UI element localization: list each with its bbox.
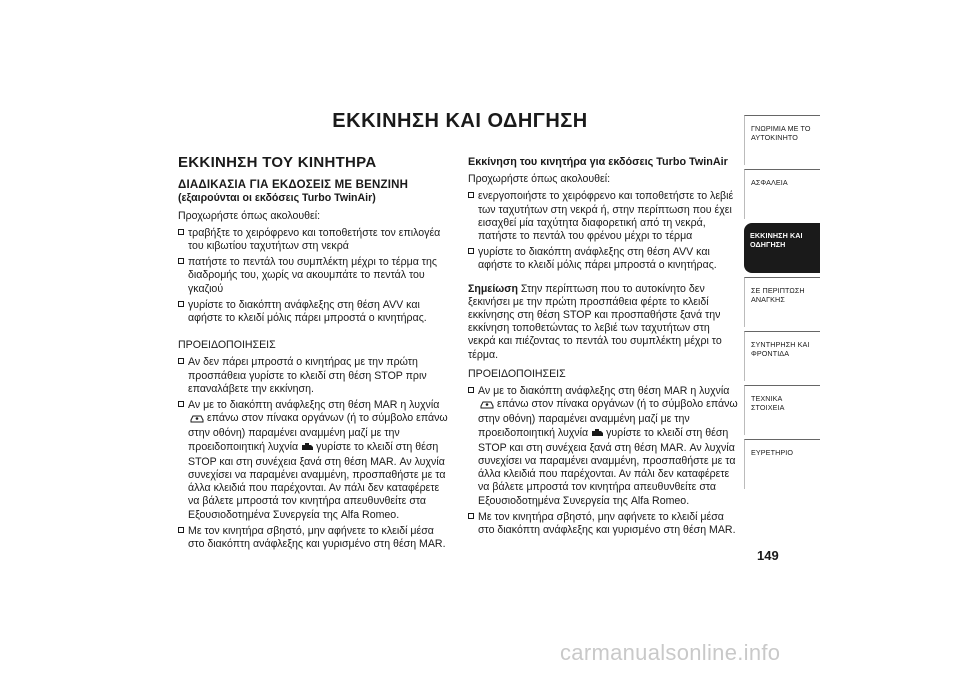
- checkbox-bullet-icon: [178, 301, 184, 307]
- right-intro: Προχωρήστε όπως ακολουθεί:: [468, 173, 611, 186]
- right-warnings-list: [468, 385, 740, 537]
- checkbox-bullet-icon: [468, 387, 474, 393]
- tab-emergency[interactable]: ΣΕ ΠΕΡΙΠΤΩΣΗ ΑΝΑΓΚΗΣ: [744, 277, 820, 327]
- list-item: Αν με το διακόπτη ανάφλεξης στη θέση MAR η λυχνίαεπάνω στον πίνακα οργάνων (ή το σύμβολο επάνω στην οθόνη) παραμένει αναμμένη μαζί με την προειδοποιητική λυχνία γυρίστε το κλειδί στη θέση STOP και στη συνέχεια ξανά στη θέση MAR. Αν λυχνία συνεχίσει να παραμένει αναμμένη, προσπαθήστε με τα άλλα κλειδιά που παρέχονται. Αν πάλι δεν καταφέρετε να βάλετε μπροστά τον κινητήρα απευθυνθείτε στα Εξουσιοδοτημένα Συνεργεία της Alfa Romeo.: [468, 385, 740, 508]
- checkbox-bullet-icon: [178, 401, 184, 407]
- list-item: Αν με το διακόπτη ανάφλεξης στη θέση MAR η λυχνίαεπάνω στον πίνακα οργάνων (ή το σύμβολο επάνω στην οθόνη) παραμένει αναμμένη μαζί με την προειδοποιητική λυχνία γυρίστε το κλειδί στη θέση STOP και στη συνέχεια ξανά στη θέση MAR. Αν λυχνία συνεχίσει να παραμένει αναμμένη, προσπαθήστε με τα άλλα κλειδιά που παρέχονται. Αν πάλι δεν καταφέρετε να βάλετε μπροστά τον κινητήρα απευθυνθείτε στα Εξουσιοδοτημένα Συνεργεία της Alfa Romeo.: [178, 399, 448, 522]
- checkbox-bullet-icon: [178, 527, 184, 533]
- note-paragraph: Σημείωση Στην περίπτωση που το αυτοκίνητο δεν ξεκινήσει με την πρώτη προσπάθεια φέρτε το κλειδί εκκίνησης στη θέση STOP και προσπαθήστε ξανά την εκκίνηση τοποθετώντας το λεβιέ των ταχυτήτων στη νεκρά και πιέζοντας το πεντάλ του συμπλέκτη μέχρι το τέρμα.: [468, 282, 722, 361]
- list-item: τραβήξτε το χειρόφρενο και τοποθετήστε τον επιλογέα του κιβωτίου ταχυτήτων στη νεκρά: [178, 227, 448, 253]
- list-item: πατήστε το πεντάλ του συμπλέκτη μέχρι το τέρμα της διαδρομής του, χωρίς να ακουμπάτε το πεντάλ του γκαζιού: [178, 256, 448, 296]
- checkbox-bullet-icon: [178, 258, 184, 264]
- page-number: 149: [757, 548, 779, 563]
- left-warnings-list: [178, 356, 448, 551]
- checkbox-bullet-icon: [468, 513, 474, 519]
- section-title: ΕΚΚΙΝΗΣΗ ΤΟΥ ΚΙΝΗΤΗΡΑ: [178, 154, 377, 171]
- tab-getting-to-know[interactable]: ΓΝΩΡΙΜΙΑ ΜΕ ΤΟ ΑΥΤΟΚΙΝΗΤΟ: [744, 115, 820, 165]
- list-item: γυρίστε το διακόπτη ανάφλεξης στη θέση AVV και αφήστε το κλειδί μόλις πάρει μπροστά ο κινητήρας.: [468, 246, 740, 272]
- list-item: Αν δεν πάρει μπροστά ο κινητήρας με την πρώτη προσπάθεια γυρίστε το κλειδί στη θέση STOP πριν επαναλάβετε την εκκίνηση.: [178, 356, 448, 396]
- right-steps-list: [468, 190, 740, 272]
- tab-technical-data[interactable]: ΤΕΧΝΙΚΑ ΣΤΟΙΧΕΙΑ: [744, 385, 820, 435]
- list-item: ενεργοποιήστε το χειρόφρενο και τοποθετήστε το λεβιέ των ταχυτήτων στη νεκρά ή, στην περίπτωση που έχει εισαχθεί μία ταχύτητα διαφορετική από τη νεκρά, πατήστε το πεντάλ του φρένου μέχρι το τέρμα: [468, 190, 740, 243]
- left-steps-list: [178, 227, 448, 325]
- petrol-procedure-title: ΔΙΑΔΙΚΑΣΙΑ ΓΙΑ ΕΚΔΟΣΕΙΣ ΜΕ ΒΕΝΖΙΝΗ: [178, 179, 409, 192]
- note-label: Σημείωση: [468, 282, 518, 295]
- list-item: γυρίστε το διακόπτη ανάφλεξης στη θέση AVV και αφήστε το κλειδί μόλις πάρει μπροστά ο κινητήρας.: [178, 299, 448, 325]
- list-item: Με τον κινητήρα σβηστό, μην αφήνετε το κλειδί μέσα στο διακόπτη ανάφλεξης και γυρισμένο στη θέση MAR.: [178, 525, 448, 551]
- twinair-heading: Εκκίνηση του κινητήρα για εκδόσεις Turbo TwinAir: [468, 156, 728, 168]
- list-item: Με τον κινητήρα σβηστό, μην αφήνετε το κλειδί μέσα στο διακόπτη ανάφλεξης και γυρισμένο στη θέση MAR.: [468, 511, 740, 537]
- tab-safety[interactable]: ΑΣΦΑΛΕΙΑ: [744, 169, 820, 219]
- tab-maintenance[interactable]: ΣΥΝΤΗΡΗΣΗ ΚΑΙ ΦΡΟΝΤΙΔΑ: [744, 331, 820, 381]
- right-column: [468, 156, 740, 547]
- chapter-tabs: [744, 115, 820, 493]
- tab-index[interactable]: ΕΥΡΕΤΗΡΙΟ: [744, 439, 820, 489]
- engine-fault-icon: [590, 428, 604, 442]
- checkbox-bullet-icon: [468, 192, 474, 198]
- right-warnings-title: ΠΡΟΕΙΔΟΠΟΙΗΣΕΙΣ: [468, 367, 566, 380]
- engine-fault-icon: [300, 442, 314, 456]
- petrol-procedure-note: (εξαιρούνται οι εκδόσεις Turbo TwinAir): [178, 192, 376, 205]
- checkbox-bullet-icon: [178, 358, 184, 364]
- chapter-title: ΕΚΚΙΝΗΣΗ ΚΑΙ ΟΔΗΓΗΣΗ: [332, 110, 588, 132]
- watermark: carmanualsonline.info: [560, 640, 781, 665]
- left-column: [178, 156, 448, 561]
- tab-starting-driving[interactable]: ΕΚΚΙΝΗΣΗ ΚΑΙ ΟΔΗΓΗΣΗ: [744, 223, 820, 273]
- car-key-warning-icon: [480, 399, 495, 413]
- left-intro: Προχωρήστε όπως ακολουθεί:: [178, 209, 321, 222]
- checkbox-bullet-icon: [178, 229, 184, 235]
- left-warnings-title: ΠΡΟΕΙΔΟΠΟΙΗΣΕΙΣ: [178, 339, 276, 352]
- checkbox-bullet-icon: [468, 248, 474, 254]
- car-key-warning-icon: [190, 413, 205, 427]
